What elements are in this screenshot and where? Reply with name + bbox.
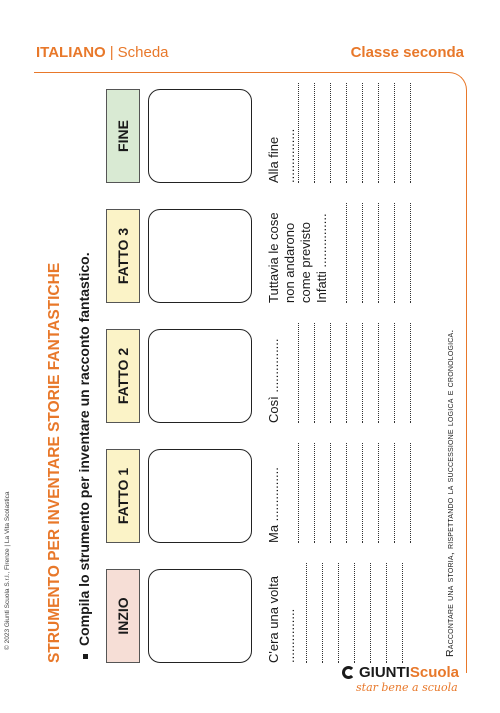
drawing-box-fatto3[interactable] — [148, 209, 252, 303]
writing-line[interactable] — [338, 563, 339, 663]
copyright-note: © 2023 Giunti Scuola S.r.l., Firenze | La Vita Scolastica — [4, 491, 11, 650]
prompt-fatto3: Tuttavia le cose non andarono come previsto Infatti ............... — [266, 212, 329, 303]
sheet-kind: Scheda — [117, 44, 169, 61]
drawing-box-inizio[interactable] — [148, 569, 252, 663]
grade-label: Classe seconda — [350, 44, 464, 61]
publisher-logo — [342, 664, 462, 704]
header-separator: | — [109, 44, 114, 61]
writing-line[interactable] — [394, 203, 395, 303]
stage-column-fine — [106, 89, 252, 183]
footer-note: Raccontare una storia, rispettando la successione logica e cronologica. — [444, 329, 456, 657]
writing-line[interactable] — [378, 443, 379, 543]
drawing-box-fatto2[interactable] — [148, 329, 252, 423]
writing-line[interactable] — [298, 323, 299, 423]
writing-line[interactable] — [346, 323, 347, 423]
stage-column-inizio — [106, 569, 252, 663]
writing-line[interactable] — [410, 83, 411, 183]
writing-line[interactable] — [346, 443, 347, 543]
writing-line[interactable] — [394, 323, 395, 423]
writing-line[interactable] — [410, 323, 411, 423]
instruction-text: Compila lo strumento per inventare un racconto fantastico. — [76, 252, 92, 646]
writing-line[interactable] — [386, 563, 387, 663]
writing-line[interactable] — [370, 563, 371, 663]
writing-line[interactable] — [330, 83, 331, 183]
prompt-fatto2: Così ............... — [266, 338, 281, 423]
drawing-box-fatto1[interactable] — [148, 449, 252, 543]
logo-brand-main: GIUNTI — [359, 664, 410, 681]
giunti-g-icon — [342, 666, 355, 679]
drawing-box-fine[interactable] — [148, 89, 252, 183]
writing-line[interactable] — [314, 83, 315, 183]
stage-header-inizio: INZIO — [106, 569, 140, 663]
writing-line[interactable] — [306, 563, 307, 663]
writing-line[interactable] — [330, 323, 331, 423]
instruction — [76, 252, 92, 659]
writing-line[interactable] — [362, 203, 363, 303]
bullet-icon — [83, 654, 88, 659]
logo-wordmark — [342, 664, 462, 681]
writing-line[interactable] — [346, 203, 347, 303]
subject-label — [36, 44, 169, 61]
writing-line[interactable] — [314, 323, 315, 423]
writing-line[interactable] — [330, 443, 331, 543]
writing-line[interactable] — [362, 323, 363, 423]
writing-line[interactable] — [362, 83, 363, 183]
writing-line[interactable] — [394, 83, 395, 183]
writing-line[interactable] — [354, 563, 355, 663]
writing-line[interactable] — [402, 563, 403, 663]
logo-brand-accent: Scuola — [409, 664, 460, 681]
writing-line[interactable] — [298, 83, 299, 183]
logo-tagline: star bene a scuola — [356, 681, 458, 694]
writing-line[interactable] — [298, 443, 299, 543]
stage-header-fatto1: FATTO 1 — [106, 449, 140, 543]
writing-line[interactable] — [410, 203, 411, 303]
stage-header-fatto3: FATTO 3 — [106, 209, 140, 303]
writing-line[interactable] — [362, 443, 363, 543]
writing-line[interactable] — [410, 443, 411, 543]
prompt-fatto1: Ma ............... — [266, 467, 281, 543]
stage-header-fatto2: FATTO 2 — [106, 329, 140, 423]
writing-line[interactable] — [378, 203, 379, 303]
worksheet-title: STRUMENTO PER INVENTARE STORIE FANTASTICHE — [46, 262, 63, 663]
writing-line[interactable] — [346, 83, 347, 183]
stage-header-fine: FINE — [106, 89, 140, 183]
writing-line[interactable] — [394, 443, 395, 543]
prompt-fine: Alla fine ............... — [266, 128, 297, 183]
stage-column-fatto3 — [106, 209, 252, 303]
stage-column-fatto1 — [106, 449, 252, 543]
stage-column-fatto2 — [106, 329, 252, 423]
writing-line[interactable] — [378, 323, 379, 423]
writing-line[interactable] — [314, 443, 315, 543]
subject-name: ITALIANO — [36, 44, 106, 61]
writing-line[interactable] — [322, 563, 323, 663]
prompt-inizio: C'era una volta ............... — [266, 575, 297, 663]
worksheet-body — [36, 63, 468, 663]
writing-line[interactable] — [378, 83, 379, 183]
